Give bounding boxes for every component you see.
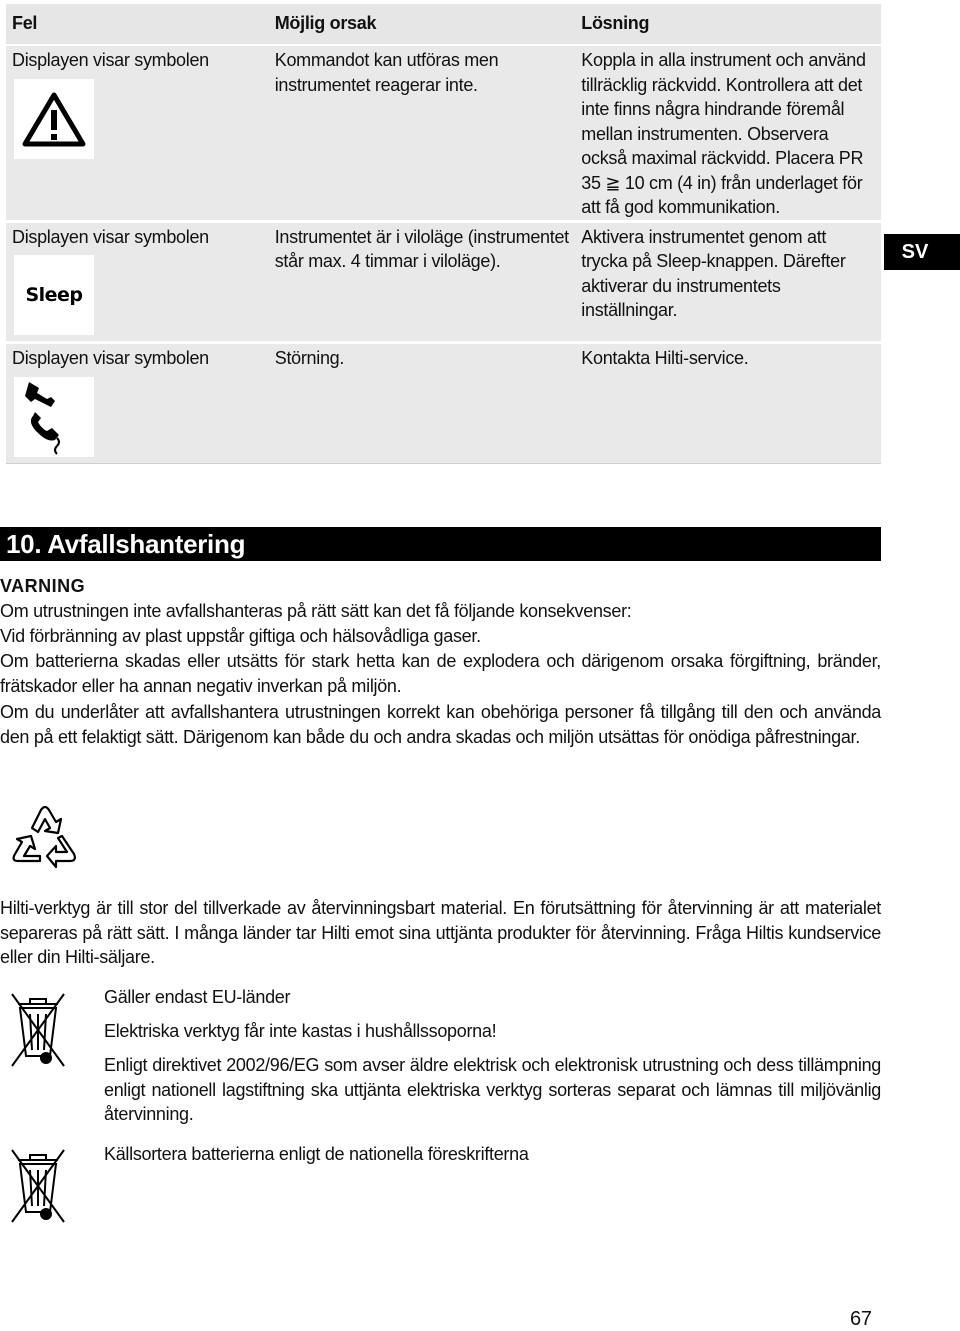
battery-crossed-bin-icon	[6, 1146, 70, 1231]
eu-countries-line: Gäller endast EU-länder	[104, 987, 291, 1007]
fault-text: Displayen visar symbolen	[12, 226, 209, 247]
table-header-row	[6, 4, 881, 45]
battery-sorting-line: Källsortera batterierna enligt de nationella föreskrifterna	[104, 1144, 529, 1164]
table-row	[6, 45, 881, 221]
crossed-bin-icon	[6, 990, 70, 1075]
recycling-icon	[4, 798, 86, 879]
table-row	[6, 221, 881, 343]
table-row	[6, 343, 881, 464]
directive-paragraph: Enligt direktivet 2002/96/EG som avser äldre elektrisk och elektronisk utrustning och dess tillämpning enligt nationell lagstiftning ska uttjänta elektriska verktyg sorteras separat och lämnas till miljövänlig återvinning.	[104, 1055, 881, 1124]
fault-cell	[6, 343, 269, 464]
language-tab: SV	[884, 234, 960, 270]
warning-paragraph: Om du underlåter att avfallshantera utrustningen korrekt kan obehöriga personer få tillgång till den och använda den på ett felaktigt sätt. Därigenom kan både du och andra skadas och miljön utsättas för onödiga påfrestningar.	[0, 702, 881, 747]
warning-paragraph: Om utrustningen inte avfallshanteras på rätt sätt kan det få följande konsekvenser:	[0, 601, 632, 621]
warning-triangle-icon	[14, 79, 94, 159]
header-solution: Lösning	[575, 4, 881, 45]
solution-cell: Kontakta Hilti-service.	[575, 343, 881, 464]
cause-cell: Störning.	[269, 343, 576, 464]
sleep-icon-label: Sleep	[25, 283, 83, 306]
sleep-icon	[14, 255, 94, 335]
solution-cell: Aktivera instrumentet genom att trycka på Sleep-knappen. Därefter aktiverar du instrumentets inställningar.	[575, 221, 881, 343]
header-fault: Fel	[6, 4, 269, 45]
warning-heading: VARNING	[0, 576, 86, 596]
warning-paragraph: Vid förbränning av plast uppstår giftiga och hälsovådliga gaser.	[0, 626, 481, 646]
fault-cell	[6, 221, 269, 343]
wrench-phone-icon	[14, 377, 94, 457]
household-warning-line: Elektriska verktyg får inte kastas i hushållssoporna!	[104, 1021, 497, 1041]
fault-cell	[6, 45, 269, 221]
page-number: 67	[850, 1308, 872, 1330]
cause-cell: Kommandot kan utföras men instrumentet reagerar inte.	[269, 45, 576, 221]
recycling-paragraph: Hilti-verktyg är till stor del tillverkade av återvinningsbart material. En förutsättning för återvinning är att materialet separeras på rätt sätt. I många länder tar Hilti emot sina uttjänta produkter för återvinning. Fråga Hiltis kundservice eller din Hilti-säljare.	[0, 898, 881, 967]
section-title: 10. Avfallshantering	[0, 527, 881, 561]
solution-cell: Koppla in alla instrument och använd tillräcklig räckvidd. Kontrollera att det inte finns några hindrande föremål mellan instrumenten. Observera också maximal räckvidd. Placera PR 35 ≧ 10 cm (4 in) från underlaget för att få god kommunikation.	[575, 45, 881, 221]
header-cause: Möjlig orsak	[269, 4, 576, 45]
fault-text: Displayen visar symbolen	[12, 50, 209, 70]
cause-cell: Instrumentet är i viloläge (instrumentet står max. 4 timmar i viloläge).	[269, 221, 576, 343]
fault-text: Displayen visar symbolen	[12, 348, 209, 368]
warning-paragraph: Om batterierna skadas eller utsätts för stark hetta kan de explodera och därigenom orsaka förgiftning, bränder, frätskador eller ha annan negativ inverkan på miljön.	[0, 651, 881, 696]
troubleshooting-table	[6, 4, 881, 464]
